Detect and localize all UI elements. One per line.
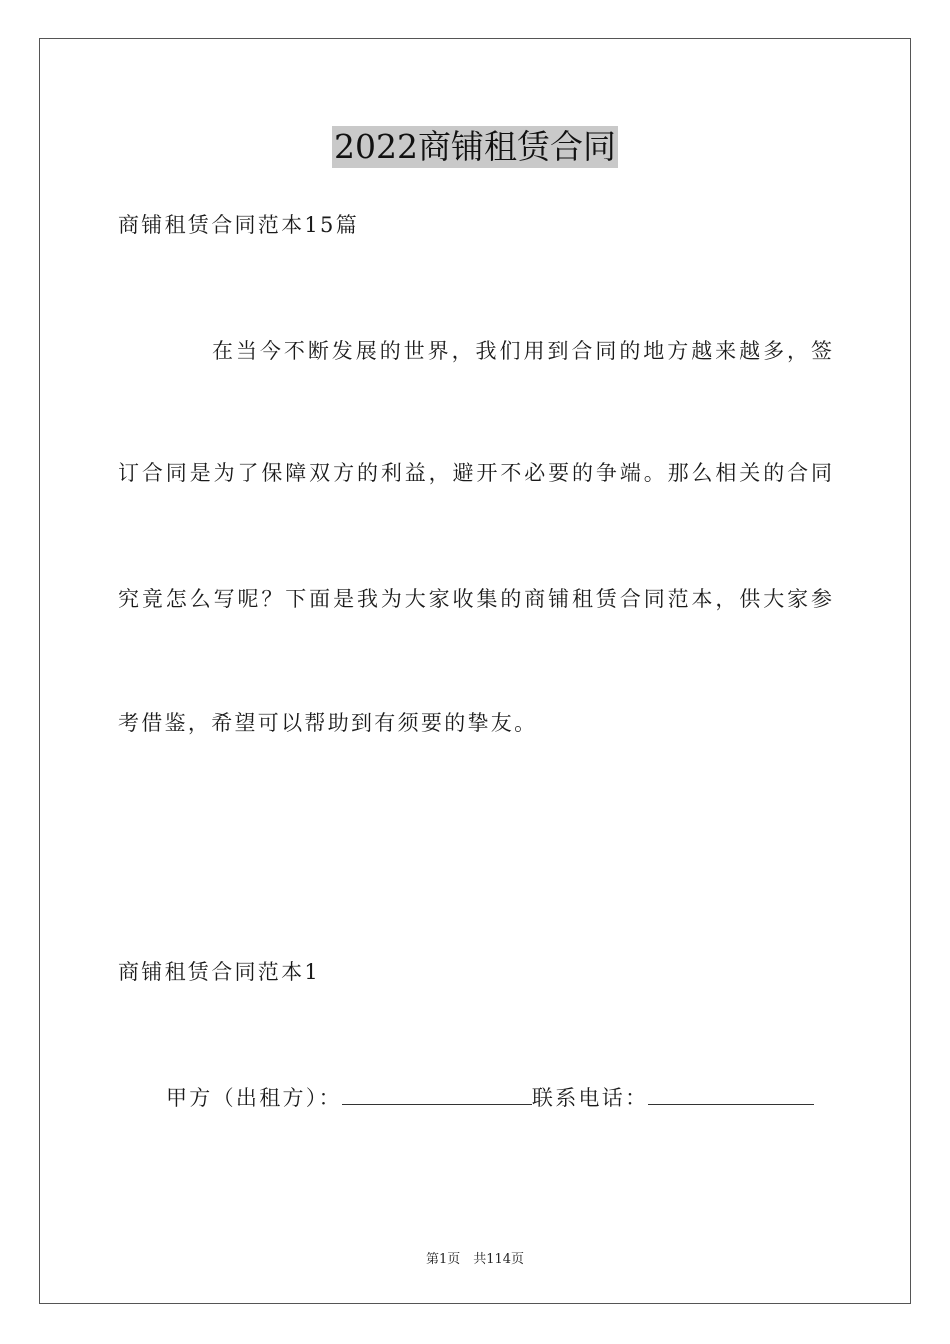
intro-line-2: 订合同是为了保障双方的利益，避开不必要的争端。那么相关的合同 bbox=[118, 461, 832, 485]
document-subtitle: 商铺租赁合同范本15篇 bbox=[118, 213, 360, 237]
intro-line-3: 究竟怎么写呢？下面是我为大家收集的商铺租赁合同范本，供大家参 bbox=[118, 587, 832, 611]
contact-label: 联系电话： bbox=[531, 1086, 649, 1110]
party-a-line bbox=[166, 1084, 814, 1112]
intro-line-1: 在当今不断发展的世界，我们用到合同的地方越来越多，签 bbox=[212, 339, 832, 363]
document-title: 2022商铺租赁合同 bbox=[334, 127, 616, 166]
contact-blank bbox=[648, 1086, 814, 1105]
page-footer: 第1页 共114页 bbox=[425, 1252, 525, 1267]
intro-line-4: 考借鉴，希望可以帮助到有须要的挚友。 bbox=[118, 711, 538, 735]
document-title-container bbox=[0, 126, 950, 168]
section-heading: 商铺租赁合同范本1 bbox=[118, 960, 321, 984]
party-a-blank bbox=[342, 1086, 532, 1105]
party-a-label: 甲方（出租方）： bbox=[166, 1086, 342, 1110]
